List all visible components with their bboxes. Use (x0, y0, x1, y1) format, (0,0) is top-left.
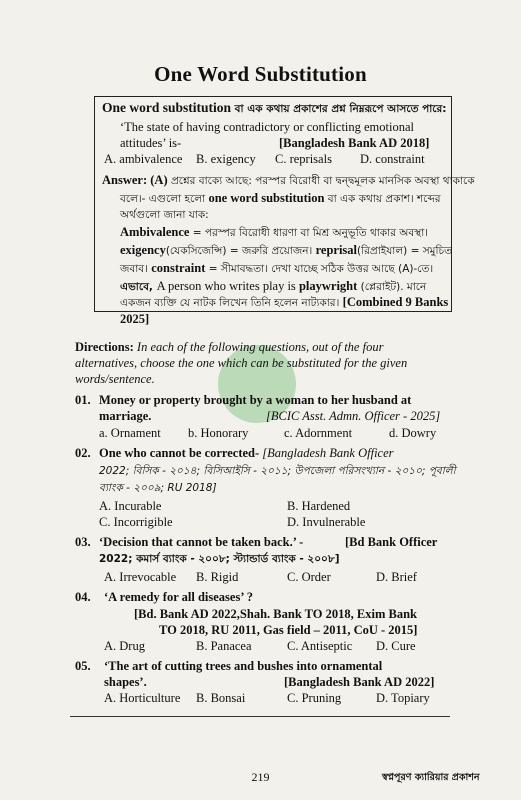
answer-line4: Ambivalence = পরস্পর বিরোধী ধারণা বা মিশ্র অনুভূতি থাকার অবস্থা। (120, 225, 428, 239)
q5-option-a: A. Horticulture (104, 691, 181, 705)
q1-option-d: d. Dowry (389, 426, 437, 440)
answer-line6: জবাব। constraint = সীমাবদ্ধতা। দেখা যাচ্ছে সঠিক উত্তর আছে (A)-তে। (120, 261, 434, 275)
directions-line2: alternatives, choose the one which can be substituted for the given (75, 356, 408, 370)
q5-text-line2: shapes’. (104, 675, 147, 689)
q4-text-line1: ‘A remedy for all diseases’ ? (104, 590, 253, 604)
q5-number: 05. (75, 659, 91, 673)
intro-option-a: A. ambivalence (104, 152, 183, 166)
answer-label: Answer: (A) (102, 173, 168, 187)
intro-option-b: B. exigency (196, 152, 256, 166)
q5-source: [Bangladesh Bank AD 2022] (284, 675, 435, 689)
q3-option-c: C. Order (287, 570, 331, 584)
q3-number: 03. (75, 535, 91, 549)
q2-option-c: C. Incorrigible (99, 515, 173, 529)
q4-number: 04. (75, 590, 91, 604)
q1-option-b: b. Honorary (188, 426, 249, 440)
q1-number: 01. (75, 393, 91, 407)
q5-option-c: C. Pruning (287, 691, 342, 705)
q1-option-c: c. Adornment (284, 426, 353, 440)
answer-line7: এভাবে, A person who writes play is playwright (প্লেরাইট). মানে (120, 279, 427, 293)
q2-option-a: A. Incurable (99, 499, 162, 513)
q1-source: [BCIC Asst. Admn. Officer - 2025] (266, 409, 441, 423)
publisher-name: স্বপ্নপূরণ ক্যারিয়ার প্রকাশন (382, 772, 480, 783)
answer-line3: অর্থগুলো জানা যাক: (120, 209, 209, 221)
intro-option-d: D. constraint (360, 152, 425, 166)
intro-option-c: C. reprisals (275, 152, 332, 166)
answer-line1: Answer: (A) প্রশ্নের বাক্যে আছে: পরস্পর বিরোধী বা দ্বন্দ্বমূলক মানসিক অবস্থা থাকাকে (102, 173, 475, 187)
page-number: 219 (251, 770, 270, 784)
answer-line9: 2025] (120, 312, 150, 326)
q5-option-d: D. Topiary (376, 691, 430, 705)
q2-source-line3: ব্যাংক - ২০০৯; RU 2018] (99, 482, 217, 494)
intro-heading-bn: বা এক কথায় প্রকাশের প্রশ্ন নিম্নরূপে আসতে পারে: (231, 103, 447, 115)
q5-text-line1: ‘The art of cutting trees and bushes into ornamental (104, 659, 383, 673)
answer-line2: বলে।- এগুলো হলো one word substitution বা এক কথায় প্রকাশ। শব্দের (120, 191, 441, 205)
q3-option-d: D. Brief (376, 570, 417, 584)
intro-question-source: [Bangladesh Bank AD 2018] (279, 136, 430, 150)
q3-option-a: A. Irrevocable (104, 570, 177, 584)
answer-line5: exigency(যেকসিজেন্সি) = জরুরি প্রয়োজন। reprisal(রিপ্রাইযাল) = সমুচিত (120, 243, 453, 257)
answer-line8: একজন ব্যক্তি যে নাটক লিখেন তিনি হলেন নাট্যকার। [Combined 9 Banks (120, 295, 449, 309)
q4-source-line3: TO 2018, RU 2011, Gas field – 2011, CoU - 2015] (159, 623, 418, 637)
intro-heading (102, 100, 446, 117)
q2-text-line1: One who cannot be corrected- [Bangladesh Bank Officer (99, 446, 394, 460)
q1-text-line2: marriage. (99, 409, 152, 423)
q3-source-line2: 2022; কমার্স ব্যাংক - ২০০৮; স্ট্যান্ডার্ড ব্যাংক - ২০০৮] (99, 553, 340, 565)
q2-option-b: B. Hardened (287, 499, 351, 513)
q4-option-a: A. Drug (104, 639, 145, 653)
q4-source-line2: [Bd. Bank AD 2022,Shah. Bank TO 2018, Exim Bank (134, 607, 417, 621)
directions-line1: Directions: In each of the following questions, out of the four (75, 340, 384, 354)
q2-source-line2: 2022; বিসিক - ২০১৪; বিসিআইসি - ২০১১; উপজেলা পরিসংখ্যান - ২০১০; পূবালী (99, 465, 456, 477)
q4-option-c: C. Antiseptic (287, 639, 353, 653)
directions-label: Directions: (75, 340, 134, 354)
q2-number: 02. (75, 446, 91, 460)
q1-option-a: a. Ornament (99, 426, 161, 440)
footer-divider (70, 716, 450, 717)
intro-question-line1: ‘The state of having contradictory or conflicting emotional (120, 120, 415, 134)
intro-question-line2: attitudes’ is- (120, 136, 182, 150)
q1-text-line1: Money or property brought by a woman to her husband at (99, 393, 412, 407)
q3-text-line1: ‘Decision that cannot be taken back.’ - (99, 535, 304, 549)
q2-option-d: D. Invulnerable (287, 515, 366, 529)
q4-option-b: B. Panacea (196, 639, 252, 653)
q3-option-b: B. Rigid (196, 570, 239, 584)
page-title: One Word Substitution (154, 62, 367, 86)
intro-heading-en: One word substitution (102, 100, 232, 115)
q4-option-d: D. Cure (376, 639, 416, 653)
q3-source: [Bd Bank Officer (345, 535, 438, 549)
q5-option-b: B. Bonsai (196, 691, 246, 705)
directions-line3: words/sentence. (75, 372, 155, 386)
